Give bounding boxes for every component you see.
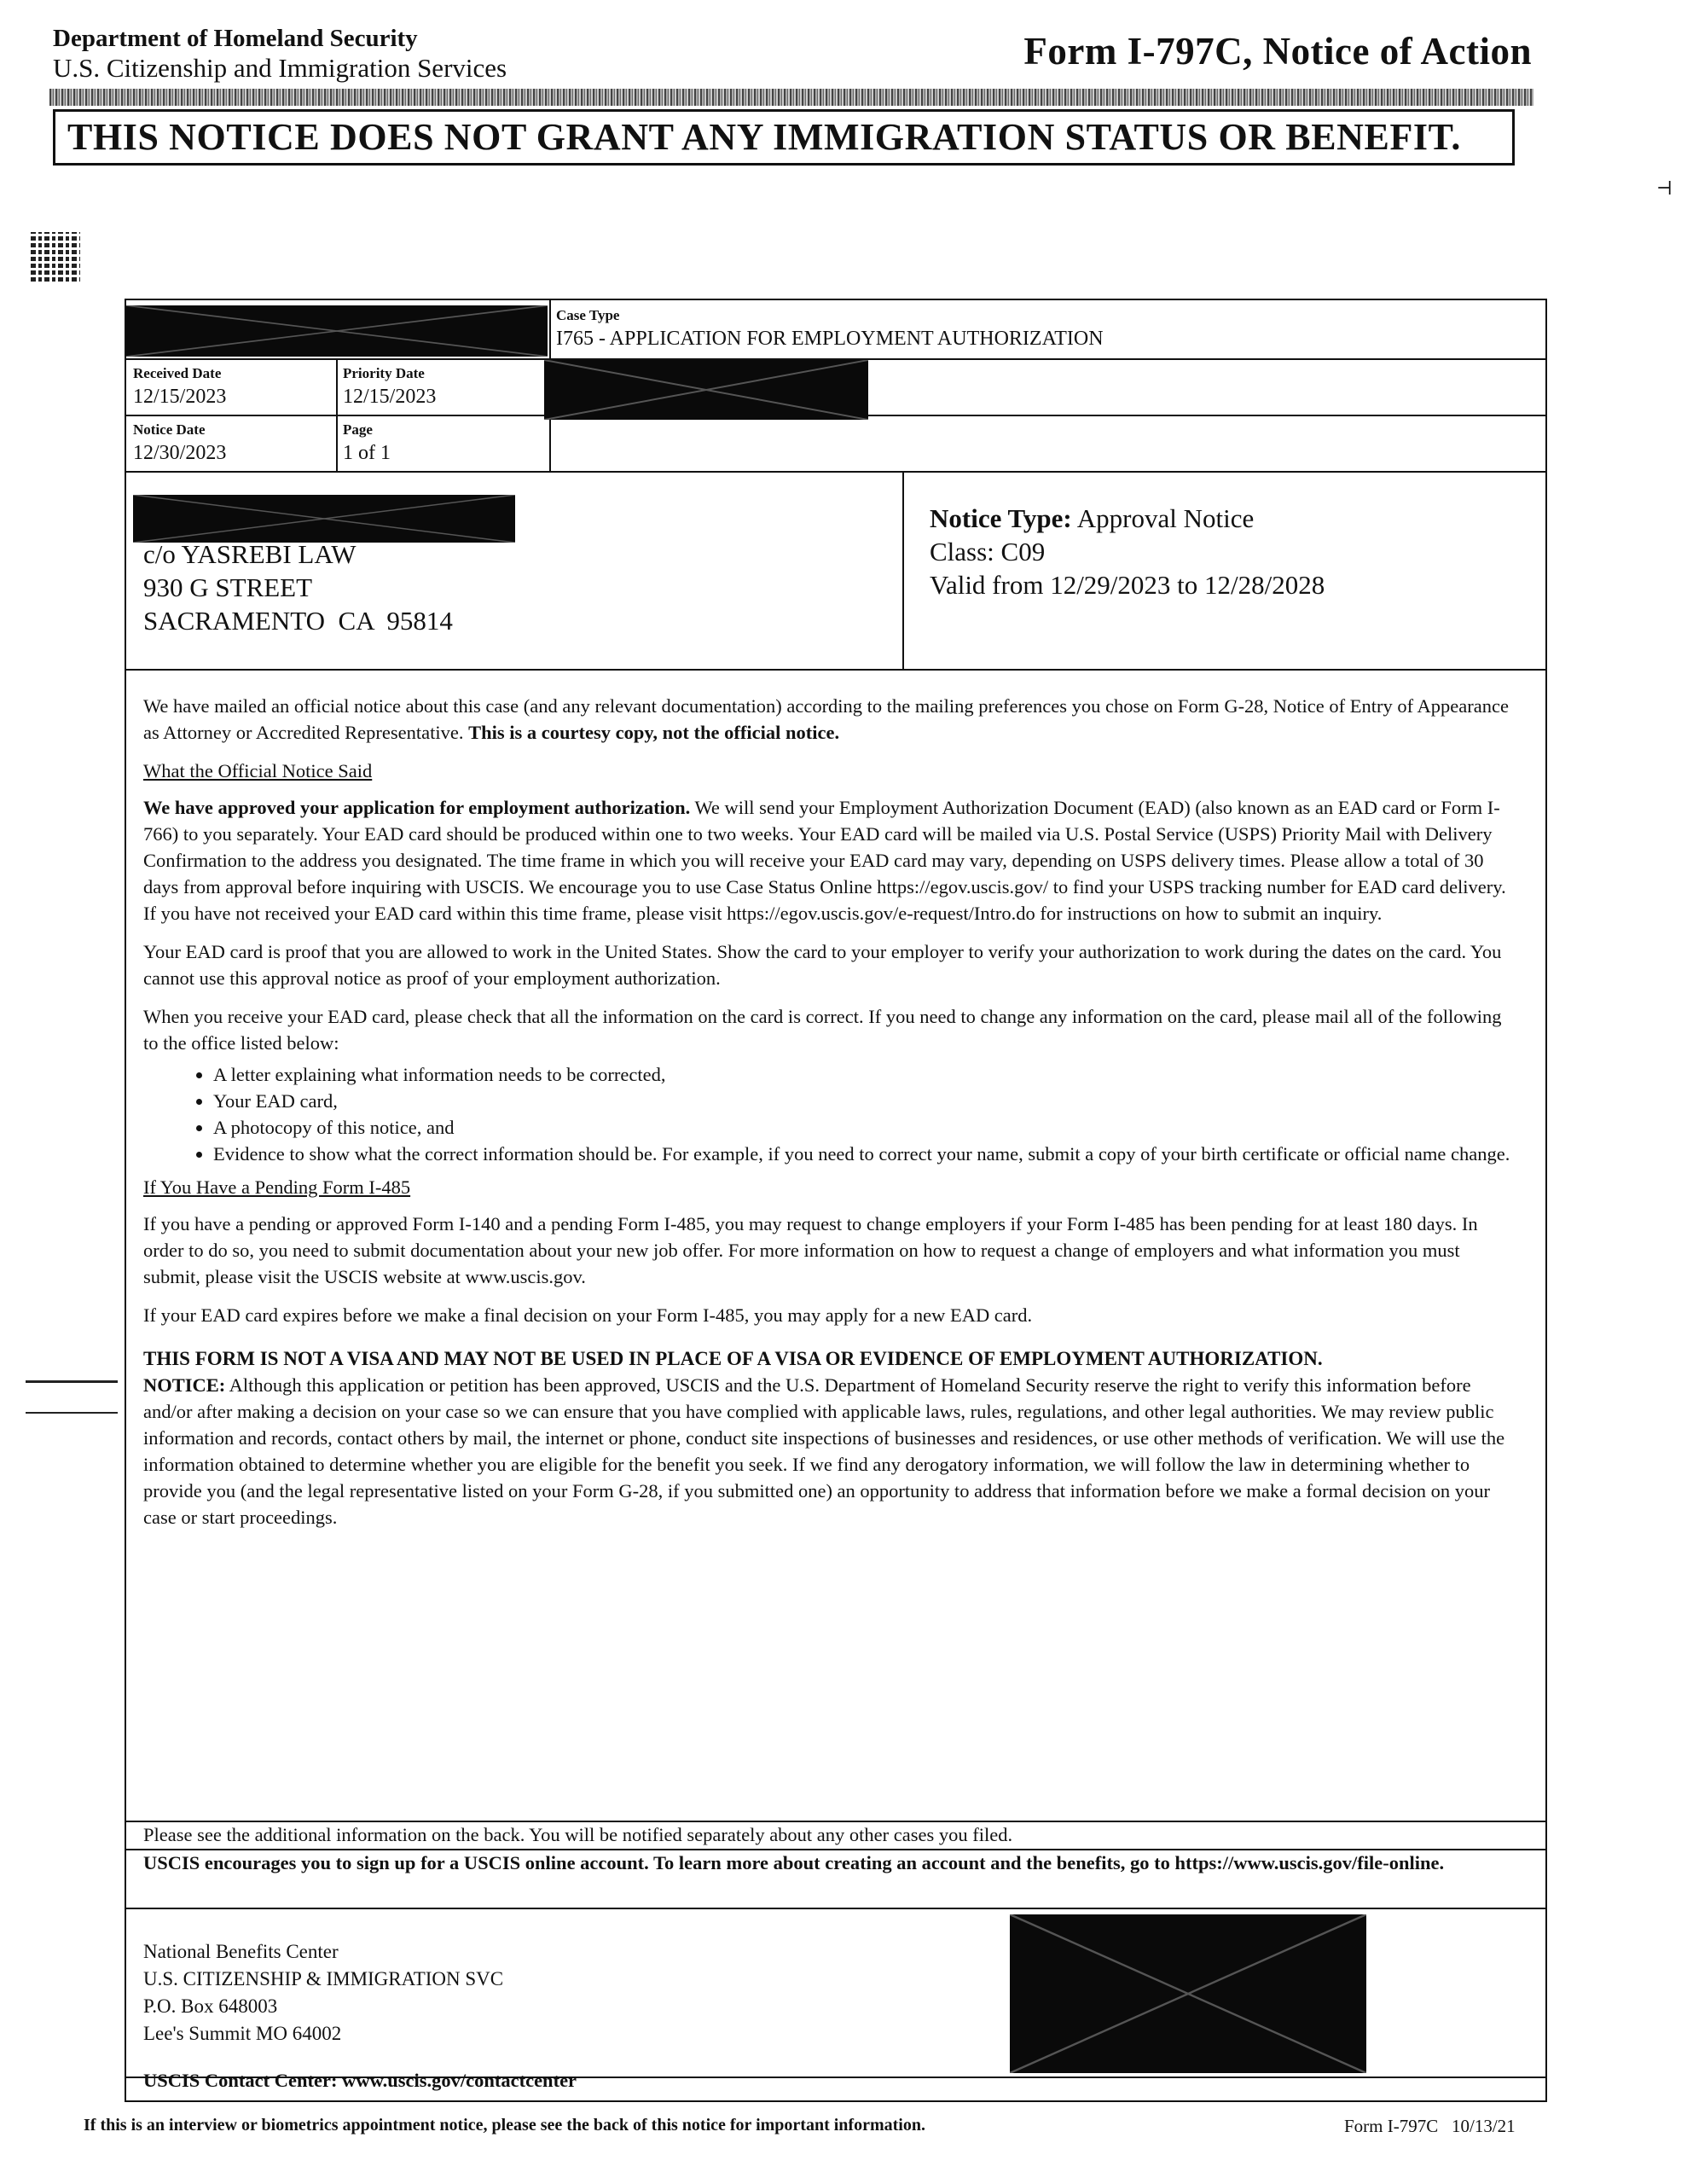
- office-line-1: National Benefits Center: [143, 1941, 339, 1962]
- courtesy-paragraph: [143, 693, 1518, 746]
- approval-bold: We have approved your application for employment authorization.: [143, 797, 691, 818]
- status-banner: THIS NOTICE DOES NOT GRANT ANY IMMIGRATION STATUS OR BENEFIT.: [53, 109, 1515, 166]
- courtesy-text: We have mailed an official notice about this case (and any relevant documentation) according to the mailing preferences you chose on Form G-28, Notice of Entry of Appearance as Attorney or Accredited Representative.: [143, 695, 1509, 743]
- received-date-value: 12/15/2023: [133, 386, 227, 408]
- i485-paragraph: If you have a pending or approved Form I-140 and a pending Form I-485, you may request to change employers if your Form I-485 has been pending for at least 180 days. In order to do so, you need to submit documentation about your new job offer. For more information on how to request a change of employers and what information you must submit, please visit the USCIS website at www.uscis.gov.: [143, 1213, 1478, 1287]
- ead-expiry-paragraph: If your EAD card expires before we make a final decision on your Form I-485, you may apply for a new EAD card.: [143, 1304, 1033, 1326]
- notice-text: Although this application or petition has been approved, USCIS and the U.S. Department of Homeland Security reserve the right to verify this information before and/or after making a decision on your case so we can ensure that you have complied with applicable laws, rules, regulations, and other legal authorities. We may review public information and records, contact others by mail, the internet or phone, conduct site inspections of businesses and residences, or use other methods of verification. We will use the information obtained to determine whether you are eligible for the benefit you seek. If we find any derogatory information, we will follow the law in determining whether to provide you (and the legal representative listed on your Form G-28, if you submitted one) an opportunity to address that information before we make a formal decision on your case or start proceedings.: [143, 1374, 1505, 1528]
- address-line-1: c/o YASREBI LAW: [143, 539, 357, 569]
- received-date-label: Received Date: [133, 365, 222, 381]
- page-value: 1 of 1: [343, 442, 391, 464]
- approval-text: We will send your Employment Authorization Document (EAD) (also known as an EAD card or Form I-766) to you separately. Your EAD card should be produced within one to two weeks. Your EAD card will be mailed via U.S. Postal Service (USPS) Priority Mail with Delivery Confirmation to the address you designated. The time frame in which you will receive your EAD card may vary, depending on USPS delivery times. Please allow a total of 30 days from approval before inquiring with USCIS. We encourage you to use Case Status Online https://egov.uscis.gov/ to find your USPS tracking number for EAD card delivery. If you have not received your EAD card within this time frame, please visit https://egov.uscis.gov/e-request/Intro.do for instructions on how to submit an inquiry.: [143, 797, 1506, 924]
- list-item: • A letter explaining what information needs to be corrected,: [213, 1061, 1518, 1088]
- list-item: • Your EAD card,: [213, 1088, 1518, 1114]
- department-name: Department of Homeland Security: [53, 25, 418, 52]
- list-item: • Evidence to show what the correct information should be. For example, if you need to correct your name, submit a copy of your birth certificate or official name change.: [213, 1141, 1518, 1167]
- office-address: [143, 1938, 503, 2048]
- barcode-icon: [31, 232, 80, 282]
- notice-type-block: [930, 502, 1325, 601]
- class-value: Class: C09: [930, 537, 1046, 566]
- address-line-2: 930 G STREET: [143, 572, 313, 602]
- edge-line: [26, 1380, 118, 1383]
- case-type-label: Case Type: [556, 307, 620, 323]
- address-line-3: SACRAMENTO CA 95814: [143, 606, 453, 636]
- form-title: Form I-797C, Notice of Action: [1023, 30, 1532, 73]
- verification-notice: [143, 1372, 1518, 1531]
- notice-date-value: 12/30/2023: [133, 442, 227, 464]
- page-label: Page: [343, 421, 373, 438]
- redacted-receipt-number: [126, 305, 548, 357]
- notice-date-label: Notice Date: [133, 421, 206, 438]
- notice-type-label: Notice Type:: [930, 503, 1072, 533]
- correction-paragraph: When you receive your EAD card, please check that all the information on the card is correct. If you need to change any information on the card, please mail all of the following to the office listed below:: [143, 1006, 1502, 1054]
- priority-date-value: 12/15/2023: [343, 386, 437, 408]
- notice-body: [143, 693, 1518, 1542]
- priority-date-label: Priority Date: [343, 365, 425, 381]
- list-item: • A photocopy of this notice, and: [213, 1114, 1518, 1141]
- visa-warning: THIS FORM IS NOT A VISA AND MAY NOT BE USED IN PLACE OF A VISA OR EVIDENCE OF EMPLOYMENT AUTHORIZATION.: [143, 1348, 1323, 1369]
- approval-paragraph: [143, 794, 1518, 926]
- form-revision: Form I-797C 10/13/21: [1344, 2116, 1516, 2136]
- notice-label: NOTICE:: [143, 1374, 226, 1396]
- header-stripe: [49, 89, 1533, 106]
- mailing-address: [143, 537, 453, 637]
- ead-proof-paragraph: Your EAD card is proof that you are allowed to work in the United States. Show the card to your employer to verify your authorization to work during the dates on the card. You cannot use this approval notice as proof of your employment authorization.: [143, 941, 1502, 989]
- correction-list: [143, 1061, 1518, 1167]
- section-heading-i485: If You Have a Pending Form I-485: [143, 1176, 411, 1198]
- courtesy-bold: This is a courtesy copy, not the official notice.: [468, 722, 840, 743]
- agency-name: U.S. Citizenship and Immigration Services: [53, 53, 507, 83]
- redacted-signature-block: [1010, 1914, 1366, 2073]
- edge-mark: ⊣: [1656, 177, 1673, 199]
- back-info-text: Please see the additional information on the back. You will be notified separately about any other cases you filed.: [143, 1824, 1013, 1845]
- redacted-applicant-name: [133, 495, 515, 543]
- online-account-text: USCIS encourages you to sign up for a USCIS online account. To learn more about creating an account and the benefits, go to https://www.uscis.gov/file-online.: [143, 1852, 1445, 1873]
- office-line-2: U.S. CITIZENSHIP & IMMIGRATION SVC: [143, 1968, 504, 1989]
- notice-type-value: Approval Notice: [1076, 503, 1255, 533]
- office-line-4: Lee's Summit MO 64002: [143, 2023, 342, 2044]
- edge-line: [26, 1412, 118, 1414]
- office-line-3: P.O. Box 648003: [143, 1995, 278, 2017]
- contact-center: USCIS Contact Center: www.uscis.gov/contactcenter: [143, 2070, 577, 2091]
- validity-period: Valid from 12/29/2023 to 12/28/2028: [930, 570, 1325, 600]
- case-type-value: I765 - APPLICATION FOR EMPLOYMENT AUTHORIZATION: [556, 328, 1104, 350]
- footer-note: If this is an interview or biometrics appointment notice, please see the back of this notice for important information.: [84, 2116, 925, 2135]
- section-heading-official-notice: What the Official Notice Said: [143, 760, 373, 781]
- redacted-beneficiary: [544, 360, 868, 420]
